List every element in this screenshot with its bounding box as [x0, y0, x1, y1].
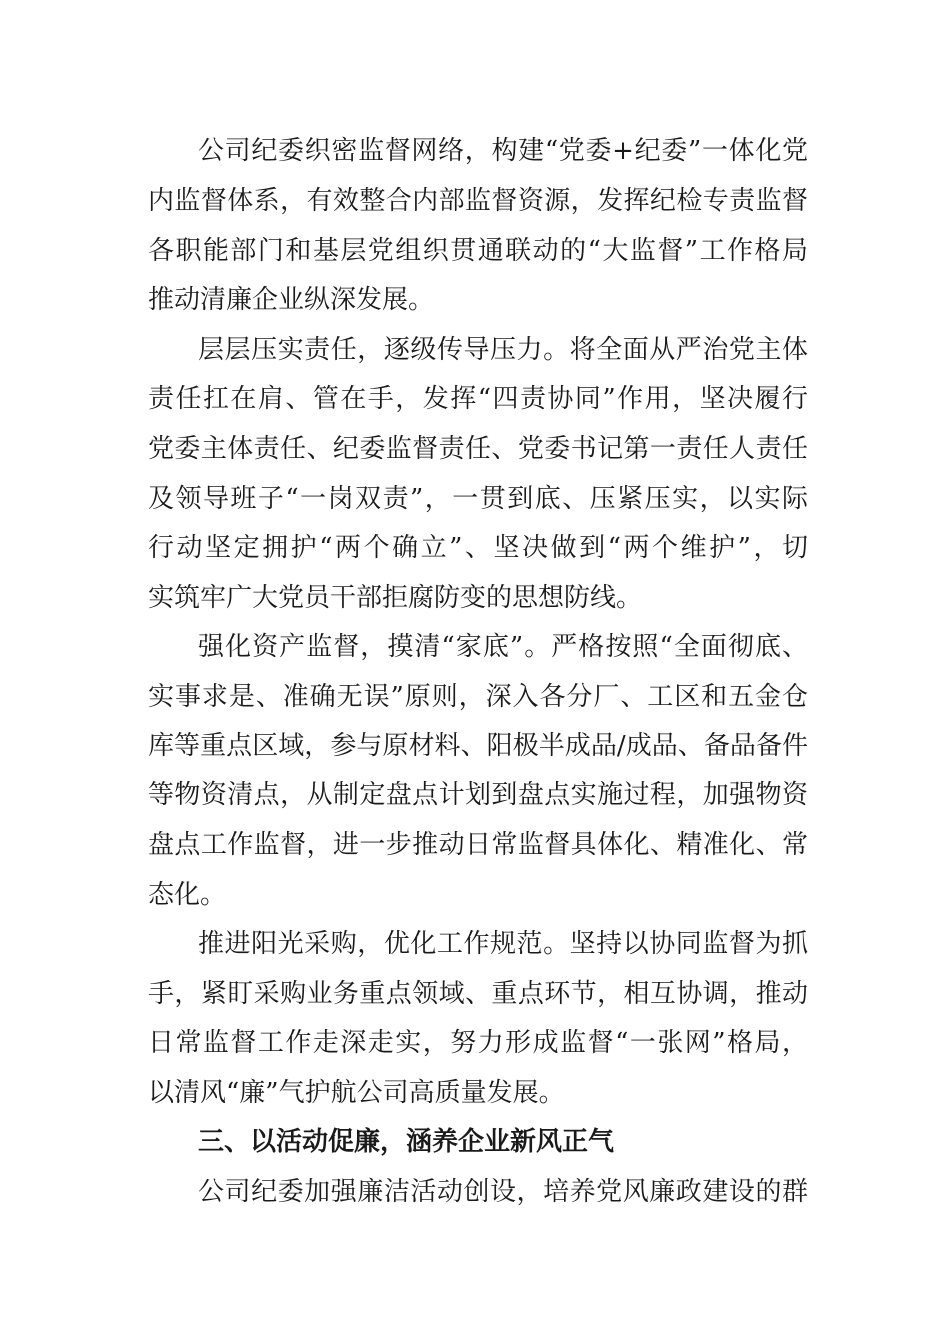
text-line: 各职能部门和基层党组织贯通联动的“大监督”工作格局 — [148, 236, 808, 266]
text-line: 态化。 — [148, 880, 227, 910]
text-line: 强化资产监督，摸清“家底”。严格按照“全面彻底、 — [198, 632, 808, 662]
text-line: 日常监督工作走深走实，努力形成监督“一张网”格局， — [148, 1028, 808, 1058]
text-line: 手，紧盯采购业务重点领域、重点环节，相互协调，推动 — [148, 979, 808, 1009]
text-line: 党委主体责任、纪委监督责任、党委书记第一责任人责任 — [148, 434, 808, 464]
text-line: 公司纪委织密监督网络，构建“党委+纪委”一体化党 — [198, 136, 808, 166]
text-line: 内监督体系，有效整合内部监督资源，发挥纪检专责监督 — [148, 186, 808, 216]
text-line: 实筑牢广大党员干部拒腐防变的思想防线。 — [148, 583, 643, 613]
text-line: 层层压实责任，逐级传导压力。将全面从严治党主体 — [198, 335, 808, 365]
text-line: 库等重点区域，参与原材料、阳极半成品/成品、备品备件 — [148, 731, 808, 761]
section-heading: 三、以活动促廉，涵养企业新风正气 — [198, 1127, 615, 1157]
text-line: 等物资清点，从制定盘点计划到盘点实施过程，加强物资 — [148, 780, 808, 810]
text-line: 盘点工作监督，进一步推动日常监督具体化、精准化、常 — [148, 830, 808, 860]
text-line: 实事求是、准确无误”原则，深入各分厂、工区和五金仓 — [148, 682, 808, 712]
text-line: 及领导班子“一岗双责”，一贯到底、压紧压实，以实际 — [148, 484, 808, 514]
text-line: 公司纪委加强廉洁活动创设，培养党风廉政建设的群 — [198, 1177, 808, 1207]
text-line: 以清风“廉”气护航公司高质量发展。 — [148, 1078, 565, 1108]
text-line: 责任扛在肩、管在手，发挥“四责协同”作用，坚决履行 — [148, 384, 808, 414]
text-line: 推动清廉企业纵深发展。 — [148, 285, 435, 315]
text-line: 推进阳光采购，优化工作规范。坚持以协同监督为抓 — [198, 929, 808, 959]
text-line: 行动坚定拥护“两个确立”、坚决做到“两个维护”，切 — [148, 533, 808, 563]
